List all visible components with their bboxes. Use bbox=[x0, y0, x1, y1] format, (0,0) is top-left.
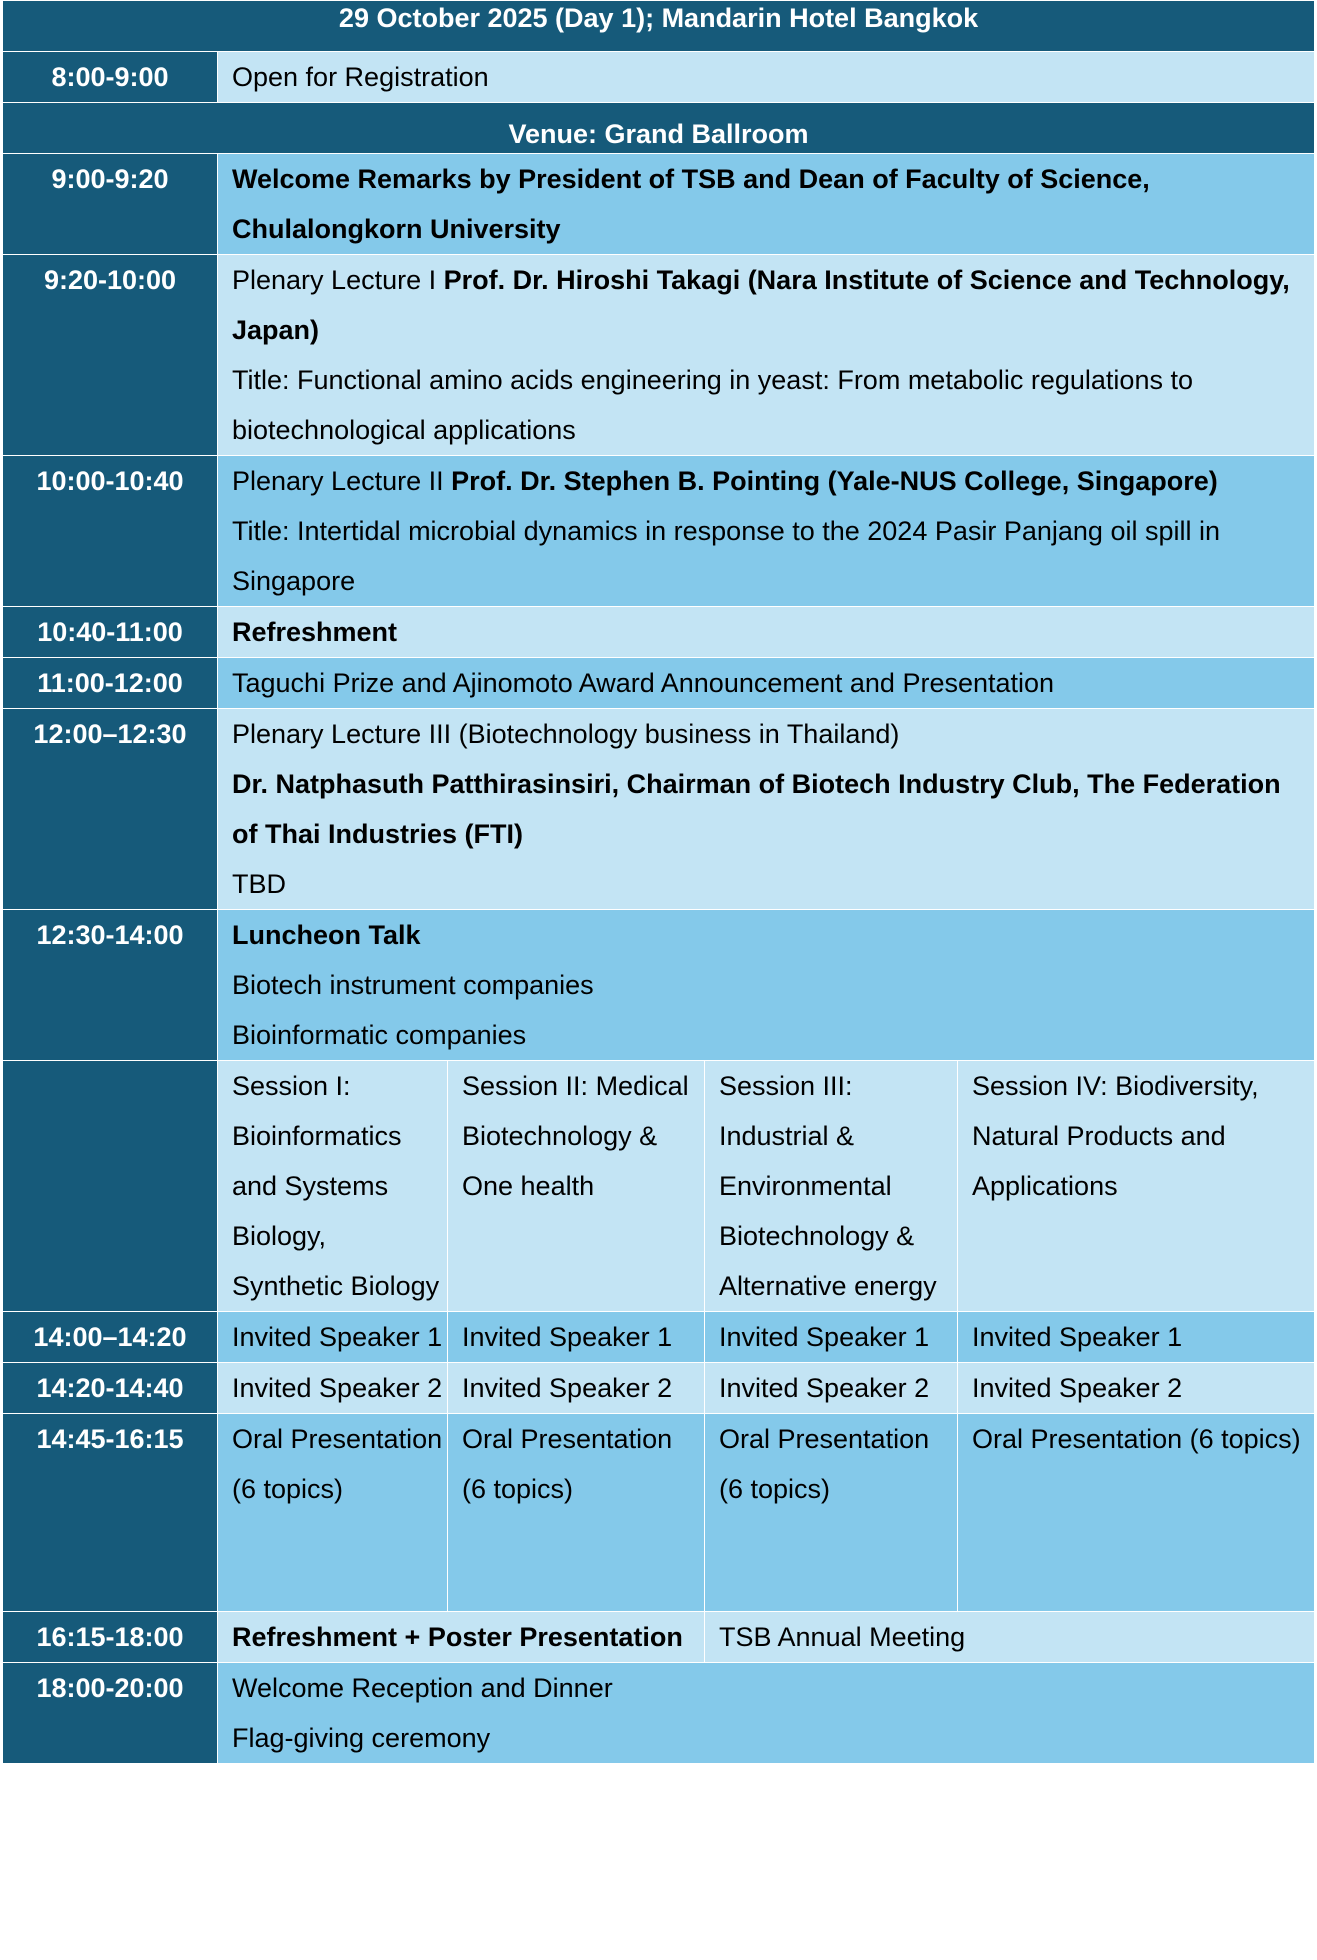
session-cell: Oral Presentation (6 topics) bbox=[218, 1414, 448, 1612]
session-3-header: Session III: Industrial & Environmental Biotechnology & Alternative energy bbox=[705, 1061, 958, 1312]
plenary-label: Plenary Lecture I bbox=[232, 265, 444, 295]
venue-row bbox=[3, 103, 1315, 154]
time-cell: 9:00-9:20 bbox=[3, 154, 218, 255]
session-cell: Oral Presentation (6 topics) bbox=[705, 1414, 958, 1612]
session-cell: Invited Speaker 1 bbox=[958, 1312, 1315, 1363]
time-cell: 12:30-14:00 bbox=[3, 910, 218, 1061]
event-welcome-remarks: Welcome Remarks by President of TSB and Dean of Faculty of Science, Chulalongkorn University bbox=[218, 154, 1315, 255]
plenary-title: Title: Functional amino acids engineering in yeast: From metabolic regulations to biotechnological applications bbox=[232, 365, 1193, 445]
schedule-row-invited-2 bbox=[3, 1363, 1315, 1414]
event-plenary-lecture-2 bbox=[218, 456, 1315, 607]
session-2-header: Session II: Medical Biotechnology & One health bbox=[448, 1061, 705, 1312]
time-cell: 10:00-10:40 bbox=[3, 456, 218, 607]
schedule-row-sessions bbox=[3, 1061, 1315, 1312]
event-poster-presentation: Refreshment + Poster Presentation bbox=[218, 1612, 705, 1663]
time-cell: 9:20-10:00 bbox=[3, 255, 218, 456]
time-cell: 16:15-18:00 bbox=[3, 1612, 218, 1663]
schedule-row-poster bbox=[3, 1612, 1315, 1663]
session-cell: Oral Presentation (6 topics) bbox=[448, 1414, 705, 1612]
time-cell: 11:00-12:00 bbox=[3, 658, 218, 709]
luncheon-title: Luncheon Talk bbox=[232, 920, 421, 950]
session-cell: Oral Presentation (6 topics) bbox=[958, 1414, 1315, 1612]
event-plenary-lecture-3 bbox=[218, 709, 1315, 910]
event-plenary-lecture-1 bbox=[218, 255, 1315, 456]
event-registration: Open for Registration bbox=[218, 52, 1315, 103]
time-cell bbox=[3, 1061, 218, 1312]
plenary-speaker: Dr. Natphasuth Patthirasinsiri, Chairman of Biotech Industry Club, The Federation of Thai Industries (FTI) bbox=[232, 769, 1281, 849]
schedule-row-plenary-2 bbox=[3, 456, 1315, 607]
header-row bbox=[3, 1, 1315, 52]
plenary-label: Plenary Lecture III (Biotechnology business in Thailand) bbox=[232, 719, 900, 749]
event-welcome-reception bbox=[218, 1663, 1315, 1764]
time-cell: 14:45-16:15 bbox=[3, 1414, 218, 1612]
time-cell: 10:40-11:00 bbox=[3, 607, 218, 658]
session-cell: Invited Speaker 2 bbox=[705, 1363, 958, 1414]
schedule-row-invited-1 bbox=[3, 1312, 1315, 1363]
time-cell: 14:00–14:20 bbox=[3, 1312, 218, 1363]
venue-title: Venue: Grand Ballroom bbox=[3, 103, 1315, 154]
schedule-table bbox=[2, 0, 1315, 1764]
schedule-row-luncheon bbox=[3, 910, 1315, 1061]
time-cell: 8:00-9:00 bbox=[3, 52, 218, 103]
session-1-header: Session I: Bioinformatics and Systems Biology, Synthetic Biology bbox=[218, 1061, 448, 1312]
plenary-note: TBD bbox=[232, 869, 286, 899]
session-cell: Invited Speaker 2 bbox=[448, 1363, 705, 1414]
schedule-row-welcome bbox=[3, 154, 1315, 255]
event-annual-meeting: TSB Annual Meeting bbox=[705, 1612, 1315, 1663]
plenary-label: Plenary Lecture II bbox=[232, 466, 452, 496]
dinner-line: Flag-giving ceremony bbox=[232, 1723, 491, 1753]
schedule-row-refreshment bbox=[3, 607, 1315, 658]
session-cell: Invited Speaker 1 bbox=[218, 1312, 448, 1363]
luncheon-item: Biotech instrument companies bbox=[232, 970, 594, 1000]
schedule-row-plenary-3 bbox=[3, 709, 1315, 910]
time-cell: 14:20-14:40 bbox=[3, 1363, 218, 1414]
schedule-row-awards bbox=[3, 658, 1315, 709]
session-4-header: Session IV: Biodiversity, Natural Products and Applications bbox=[958, 1061, 1315, 1312]
schedule-row-dinner bbox=[3, 1663, 1315, 1764]
plenary-title: Title: Intertidal microbial dynamics in response to the 2024 Pasir Panjang oil spill in Singapore bbox=[232, 516, 1220, 596]
event-refreshment: Refreshment bbox=[218, 607, 1315, 658]
dinner-line: Welcome Reception and Dinner bbox=[232, 1673, 613, 1703]
schedule-row-registration bbox=[3, 52, 1315, 103]
session-cell: Invited Speaker 2 bbox=[958, 1363, 1315, 1414]
session-cell: Invited Speaker 1 bbox=[448, 1312, 705, 1363]
page-title: 29 October 2025 (Day 1); Mandarin Hotel Bangkok bbox=[3, 1, 1315, 52]
plenary-speaker: Prof. Dr. Stephen B. Pointing (Yale-NUS College, Singapore) bbox=[451, 466, 1218, 496]
session-cell: Invited Speaker 2 bbox=[218, 1363, 448, 1414]
schedule-row-oral bbox=[3, 1414, 1315, 1612]
event-luncheon-talk bbox=[218, 910, 1315, 1061]
event-awards: Taguchi Prize and Ajinomoto Award Announcement and Presentation bbox=[218, 658, 1315, 709]
session-cell: Invited Speaker 1 bbox=[705, 1312, 958, 1363]
plenary-speaker: Prof. Dr. Hiroshi Takagi (Nara Institute of Science and Technology, Japan) bbox=[232, 265, 1290, 345]
schedule-row-plenary-1 bbox=[3, 255, 1315, 456]
luncheon-item: Bioinformatic companies bbox=[232, 1020, 527, 1050]
time-cell: 12:00–12:30 bbox=[3, 709, 218, 910]
time-cell: 18:00-20:00 bbox=[3, 1663, 218, 1764]
